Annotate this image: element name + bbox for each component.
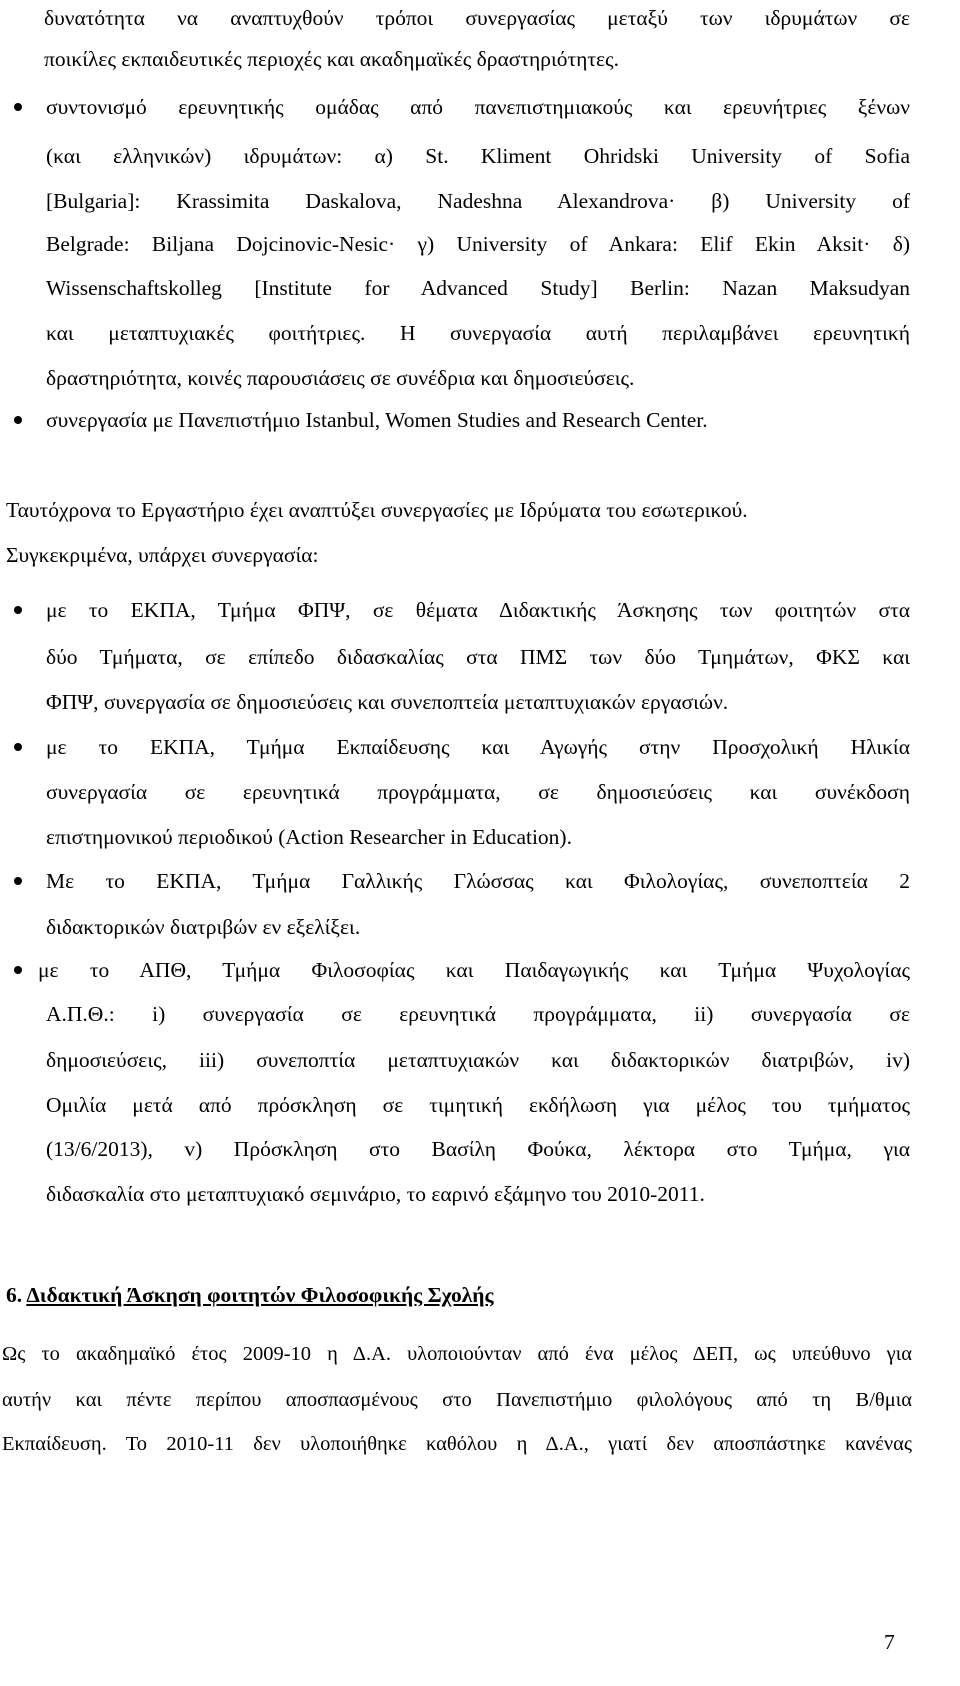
paragraph-line: αυτήν και πέντε περίπου αποσπασμένους στο Πανεπιστήμιο φιλολόγους από τη Β/θμια bbox=[2, 1389, 912, 1411]
list-item-line: δύο Τμήματα, σε επίπεδο διδασκαλίας στα ΠΜΣ των δύο Τμημάτων, ΦΚΣ και bbox=[46, 645, 910, 669]
list-item-line: με το ΕΚΠΑ, Τμήμα ΦΠΨ, σε θέματα Διδακτικής Άσκησης των φοιτητών στα bbox=[46, 598, 910, 622]
list-item-line: με το ΑΠΘ, Τμήμα Φιλοσοφίας και Παιδαγωγικής και Τμήμα Ψυχολογίας bbox=[38, 958, 910, 982]
list-item-line: Με το ΕΚΠΑ, Τμήμα Γαλλικής Γλώσσας και Φιλολογίας, συνεποπτεία 2 bbox=[46, 869, 910, 893]
paragraph-line: Ταυτόχρονα το Εργαστήριο έχει αναπτύξει συνεργασίες με Ιδρύματα του εσωτερικού. bbox=[6, 498, 748, 522]
list-item-line: επιστημονικού περιοδικού (Action Researcher in Education). bbox=[46, 825, 572, 849]
bullet-icon bbox=[14, 416, 22, 424]
list-item-line: με το ΕΚΠΑ, Τμήμα Εκπαίδευσης και Αγωγής στην Προσχολική Ηλικία bbox=[46, 735, 910, 759]
list-item-line: Belgrade: Biljana Dojcinovic-Nesic· γ) University of Ankara: Elif Ekin Aksit· δ) bbox=[46, 232, 910, 256]
page-number: 7 bbox=[884, 1630, 895, 1654]
bullet-icon bbox=[14, 743, 22, 751]
list-item-line: (13/6/2013), v) Πρόσκληση στο Βασίλη Φούκα, λέκτορα στο Τμήμα, για bbox=[46, 1137, 910, 1161]
bullet-icon bbox=[14, 103, 22, 111]
list-item-line: Wissenschaftskolleg [Institute for Advanced Study] Berlin: Nazan Maksudyan bbox=[46, 276, 910, 300]
list-item-line: ΦΠΨ, συνεργασία σε δημοσιεύσεις και συνεποπτεία μεταπτυχιακών εργασιών. bbox=[46, 690, 729, 714]
list-item-line: διδασκαλία στο μεταπτυχιακό σεμινάριο, το εαρινό εξάμηνο του 2010-2011. bbox=[46, 1182, 705, 1206]
list-item-line: Α.Π.Θ.: i) συνεργασία σε ερευνητικά προγράμματα, ii) συνεργασία σε bbox=[46, 1002, 910, 1026]
list-item-line: δημοσιεύσεις, iii) συνεποπτία μεταπτυχιακών και διδακτορικών διατριβών, iv) bbox=[46, 1048, 910, 1072]
section-heading bbox=[6, 1280, 494, 1310]
paragraph-line: Εκπαίδευση. Το 2010-11 δεν υλοποιήθηκε καθόλου η Δ.Α., γιατί δεν αποσπάστηκε κανένας bbox=[2, 1433, 912, 1455]
list-item-line: και μεταπτυχιακές φοιτήτριες. Η συνεργασία αυτή περιλαμβάνει ερευνητική bbox=[46, 321, 910, 345]
paragraph-line: Ως το ακαδημαϊκό έτος 2009-10 η Δ.Α. υλοποιούνταν από ένα μέλος ΔΕΠ, ως υπεύθυνο για bbox=[2, 1343, 912, 1365]
bullet-icon bbox=[14, 606, 22, 614]
list-item-line: συνεργασία με Πανεπιστήμιο Istanbul, Women Studies and Research Center. bbox=[46, 408, 708, 432]
list-item-line: [Bulgaria]: Krassimita Daskalova, Nadeshna Alexandrova· β) University of bbox=[46, 189, 910, 213]
list-item-line: δραστηριότητα, κοινές παρουσιάσεις σε συνέδρια και δημοσιεύσεις. bbox=[46, 366, 635, 390]
paragraph-line: δυνατότητα να αναπτυχθούν τρόποι συνεργασίας μεταξύ των ιδρυμάτων σε bbox=[44, 6, 910, 30]
list-item-line: διδακτορικών διατριβών εν εξελίξει. bbox=[46, 915, 361, 939]
list-item-line: (και ελληνικών) ιδρυμάτων: α) St. Kliment Ohridski University of Sofia bbox=[46, 144, 910, 168]
section-number: 6. bbox=[6, 1283, 27, 1307]
bullet-icon bbox=[14, 966, 22, 974]
list-item-line: συντονισμό ερευνητικής ομάδας από πανεπιστημιακούς και ερευνήτριες ξένων bbox=[46, 95, 910, 119]
section-title: Διδακτική Άσκηση φοιτητών Φιλοσοφικής Σχολής bbox=[26, 1283, 494, 1307]
list-item-line: Ομιλία μετά από πρόσκληση σε τιμητική εκδήλωση για μέλος του τμήματος bbox=[46, 1093, 910, 1117]
list-item-line: συνεργασία σε ερευνητικά προγράμματα, σε δημοσιεύσεις και συνέκδοση bbox=[46, 780, 910, 804]
bullet-icon bbox=[14, 877, 22, 885]
paragraph-line: ποικίλες εκπαιδευτικές περιοχές και ακαδημαϊκές δραστηριότητες. bbox=[44, 47, 619, 71]
paragraph-line: Συγκεκριμένα, υπάρχει συνεργασία: bbox=[6, 543, 319, 567]
